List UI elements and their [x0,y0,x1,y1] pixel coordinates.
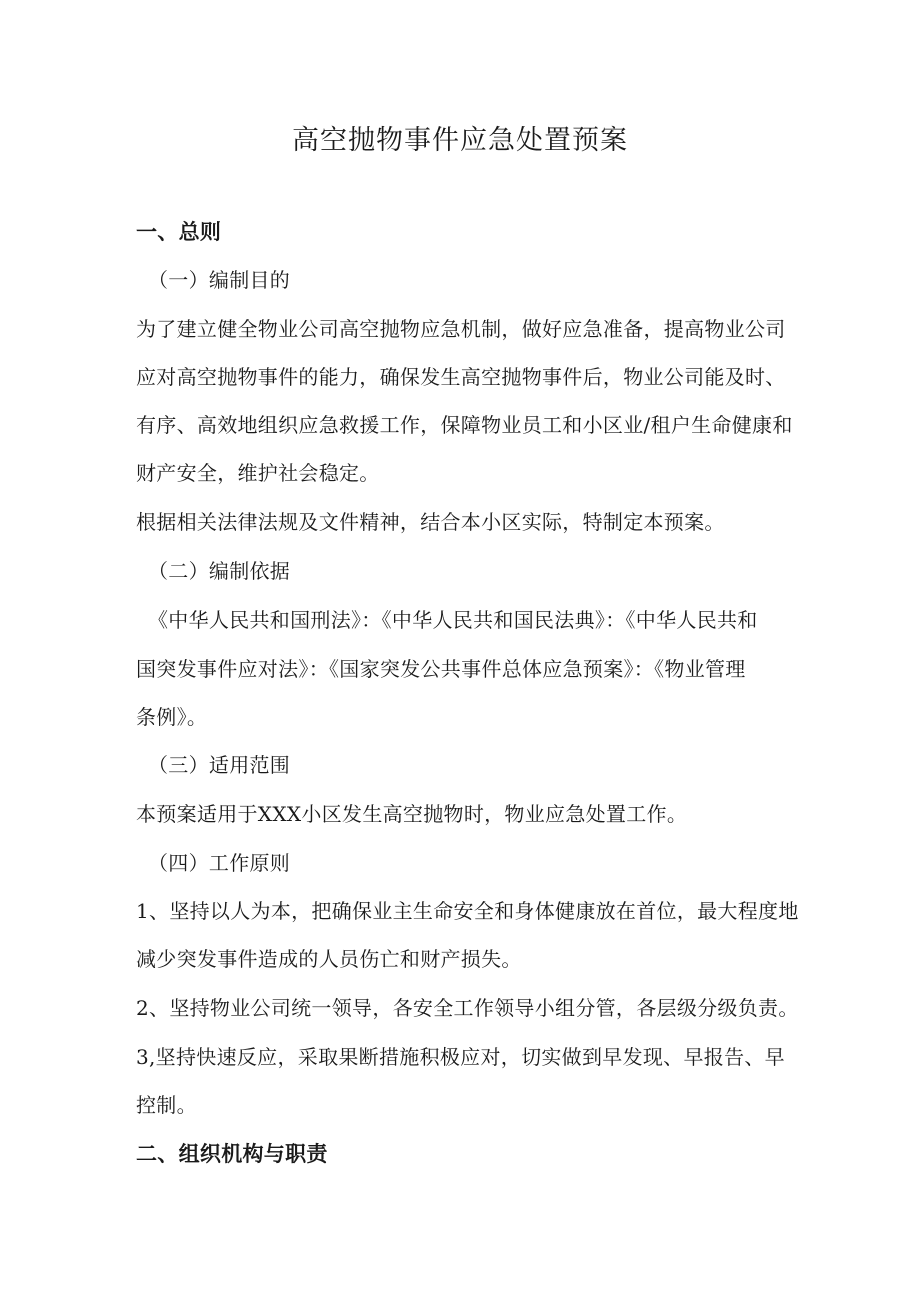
paragraph-line: 减少突发事件造成的人员伤亡和财产损失。 [136,947,522,971]
section-heading-general: 一、总则 [136,220,222,244]
paragraph-line: 1、坚持以人为本，把确保业主生命安全和身体健康放在首位，最大程度地 [136,899,799,923]
paragraph-line: 应对高空抛物事件的能力，确保发生高空抛物事件后，物业公司能及时、 [136,365,786,389]
paragraph-line: 本预案适用于XXX小区发生高空抛物时，物业应急处置工作。 [136,802,688,826]
subsection-heading-basis: （二）编制依据 [148,559,291,583]
paragraph-line: 2、坚持物业公司统一领导，各安全工作领导小组分管，各层级分级负责。 [136,996,799,1020]
subsection-heading-scope: （三）适用范围 [148,753,291,777]
document-title: 高空抛物事件应急处置预案 [292,125,628,156]
subsection-heading-purpose: （一）编制目的 [148,268,291,292]
paragraph-line: 条例》。 [136,705,208,729]
paragraph-line: 根据相关法律法规及文件精神，结合本小区实际，特制定本预案。 [136,510,725,534]
paragraph-line: 控制。 [136,1093,197,1117]
paragraph-line: 3,坚持快速反应，采取果断措施积极应对，切实做到早发现、早报告、早 [136,1045,785,1069]
paragraph-line: 国突发事件应对法》：《国家突发公共事件总体应急预案》：《物业管理 [136,657,746,681]
section-heading-organization: 二、组织机构与职责 [136,1142,328,1166]
paragraph-line: 为了建立健全物业公司高空抛物应急机制，做好应急准备，提高物业公司 [136,317,786,341]
paragraph-line: 《中华人民共和国刑法》：《中华人民共和国民法典》：《中华人民共和 [148,608,758,632]
paragraph-line: 有序、高效地组织应急救援工作，保障物业员工和小区业/租户生命健康和 [136,413,793,437]
subsection-heading-principles: （四）工作原则 [148,851,291,875]
paragraph-line: 财产安全，维护社会稳定。 [136,461,380,485]
